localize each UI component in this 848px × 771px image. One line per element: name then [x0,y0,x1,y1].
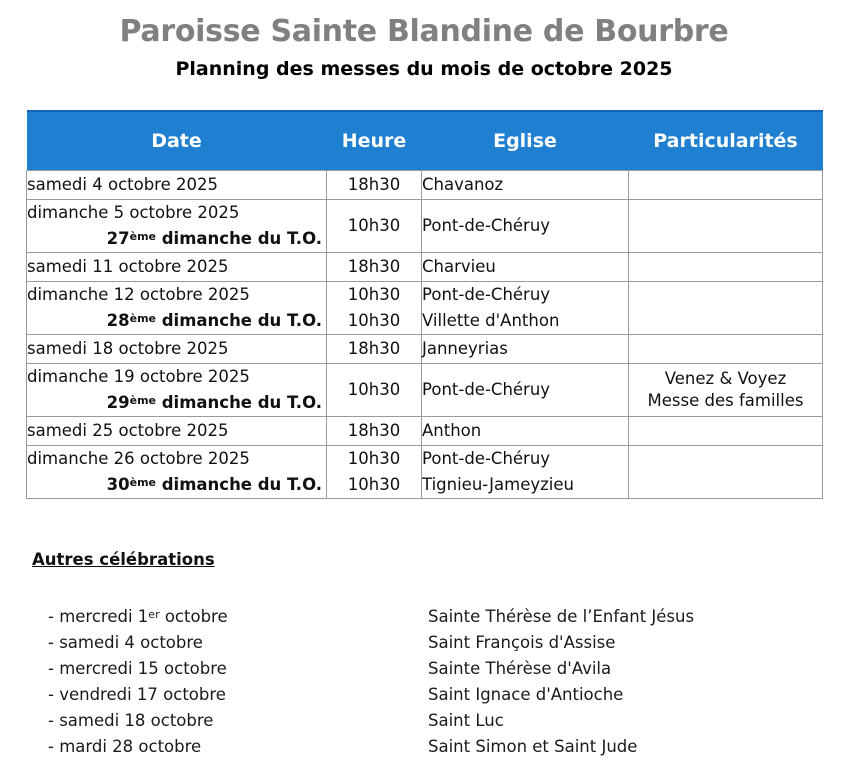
eglise-text: Charvieu [422,257,496,276]
eglise-text: Villette d'Anthon [422,311,560,330]
heure-cell [327,282,422,335]
heure-text: 10h30 [347,380,401,399]
particularites-cell [629,335,823,364]
table-row [27,335,823,364]
heure-text: 18h30 [347,175,401,194]
eglise-cell [422,446,629,499]
column-header-eglise: Eglise [422,111,629,171]
autres-celebrations-list [48,604,808,760]
eglise-text: Chavanoz [422,175,504,194]
heure-cell [327,171,422,200]
heure-text: 10h30 [347,449,401,468]
celebration-date: - samedi 18 octobre [48,711,214,730]
heure-cell [327,253,422,282]
table-row [27,364,823,417]
liturgical-sunday-label: 27ème dimanche du T.O. [106,229,322,248]
liturgical-sunday-label: 28ème dimanche du T.O. [106,311,322,330]
page-subtitle: Planning des messes du mois de octobre 2025 [175,58,673,80]
eglise-text: Pont-de-Chéruy [422,285,551,304]
liturgical-sunday-label: 30ème dimanche du T.O. [106,475,322,494]
heure-text: 10h30 [347,216,401,235]
heure-text: 10h30 [347,475,401,494]
particularite-text: Venez & Voyez [664,369,787,388]
date-text: dimanche 12 octobre 2025 [27,285,250,304]
particularites-cell [629,282,823,335]
column-header-heure: Heure [327,111,422,171]
planning-table [26,110,823,499]
list-item [48,630,808,656]
eglise-cell [422,253,629,282]
heure-cell [327,200,422,253]
celebration-saint: Saint Luc [428,711,504,730]
date-cell [27,335,327,364]
heure-cell [327,335,422,364]
celebration-date: - mercredi 15 octobre [48,659,227,678]
particularites-cell [629,253,823,282]
date-cell [27,253,327,282]
eglise-cell [422,364,629,417]
column-header-particularites: Particularités [629,111,823,171]
column-header-date: Date [27,111,327,171]
particularite-text: Messe des familles [647,391,804,410]
date-text: samedi 18 octobre 2025 [27,339,229,358]
celebration-date: - mercredi 1er octobre [48,607,228,626]
table-row [27,417,823,446]
eglise-cell [422,282,629,335]
autres-celebrations-title: Autres célébrations [32,550,215,569]
table-row [27,200,823,253]
date-cell [27,171,327,200]
table-row [27,171,823,200]
date-text: samedi 11 octobre 2025 [27,257,229,276]
date-cell [27,200,327,253]
liturgical-sunday-label: 29ème dimanche du T.O. [106,393,322,412]
table-row [27,282,823,335]
celebration-date: - vendredi 17 octobre [48,685,226,704]
table-header-row [27,111,823,171]
date-text: dimanche 26 octobre 2025 [27,449,250,468]
eglise-text: Anthon [422,421,482,440]
date-cell [27,446,327,499]
heure-text: 18h30 [347,339,401,358]
celebration-saint: Sainte Thérèse d'Avila [428,659,612,678]
heure-text: 18h30 [347,421,401,440]
particularites-cell [629,171,823,200]
table-row [27,253,823,282]
particularites-cell [629,446,823,499]
heure-cell [327,446,422,499]
celebration-saint: Sainte Thérèse de l’Enfant Jésus [428,607,695,626]
particularites-cell [629,417,823,446]
celebration-saint: Saint François d'Assise [428,633,616,652]
eglise-text: Pont-de-Chéruy [422,380,551,399]
list-item [48,604,808,630]
heure-text: 10h30 [347,311,401,330]
heure-text: 10h30 [347,285,401,304]
date-text: samedi 4 octobre 2025 [27,175,218,194]
date-text: samedi 25 octobre 2025 [27,421,229,440]
eglise-cell [422,171,629,200]
date-text: dimanche 19 octobre 2025 [27,367,250,386]
page-title: Paroisse Sainte Blandine de Bourbre [119,14,729,49]
particularites-cell [629,364,823,417]
celebration-saint: Saint Ignace d'Antioche [428,685,624,704]
date-cell [27,417,327,446]
list-item [48,656,808,682]
heure-cell [327,417,422,446]
list-item [48,734,808,760]
table-row [27,446,823,499]
eglise-text: Pont-de-Chéruy [422,449,551,468]
particularites-cell [629,200,823,253]
eglise-cell [422,200,629,253]
celebration-date: - mardi 28 octobre [48,737,202,756]
eglise-cell [422,417,629,446]
heure-text: 18h30 [347,257,401,276]
list-item [48,682,808,708]
celebration-saint: Saint Simon et Saint Jude [428,737,638,756]
eglise-text: Janneyrias [422,339,508,358]
celebration-date: - samedi 4 octobre [48,633,203,652]
date-text: dimanche 5 octobre 2025 [27,203,240,222]
eglise-text: Pont-de-Chéruy [422,216,551,235]
planning-table-body [27,171,823,499]
list-item [48,708,808,734]
eglise-text: Tignieu-Jameyzieu [422,475,574,494]
eglise-cell [422,335,629,364]
heure-cell [327,364,422,417]
date-cell [27,282,327,335]
date-cell [27,364,327,417]
